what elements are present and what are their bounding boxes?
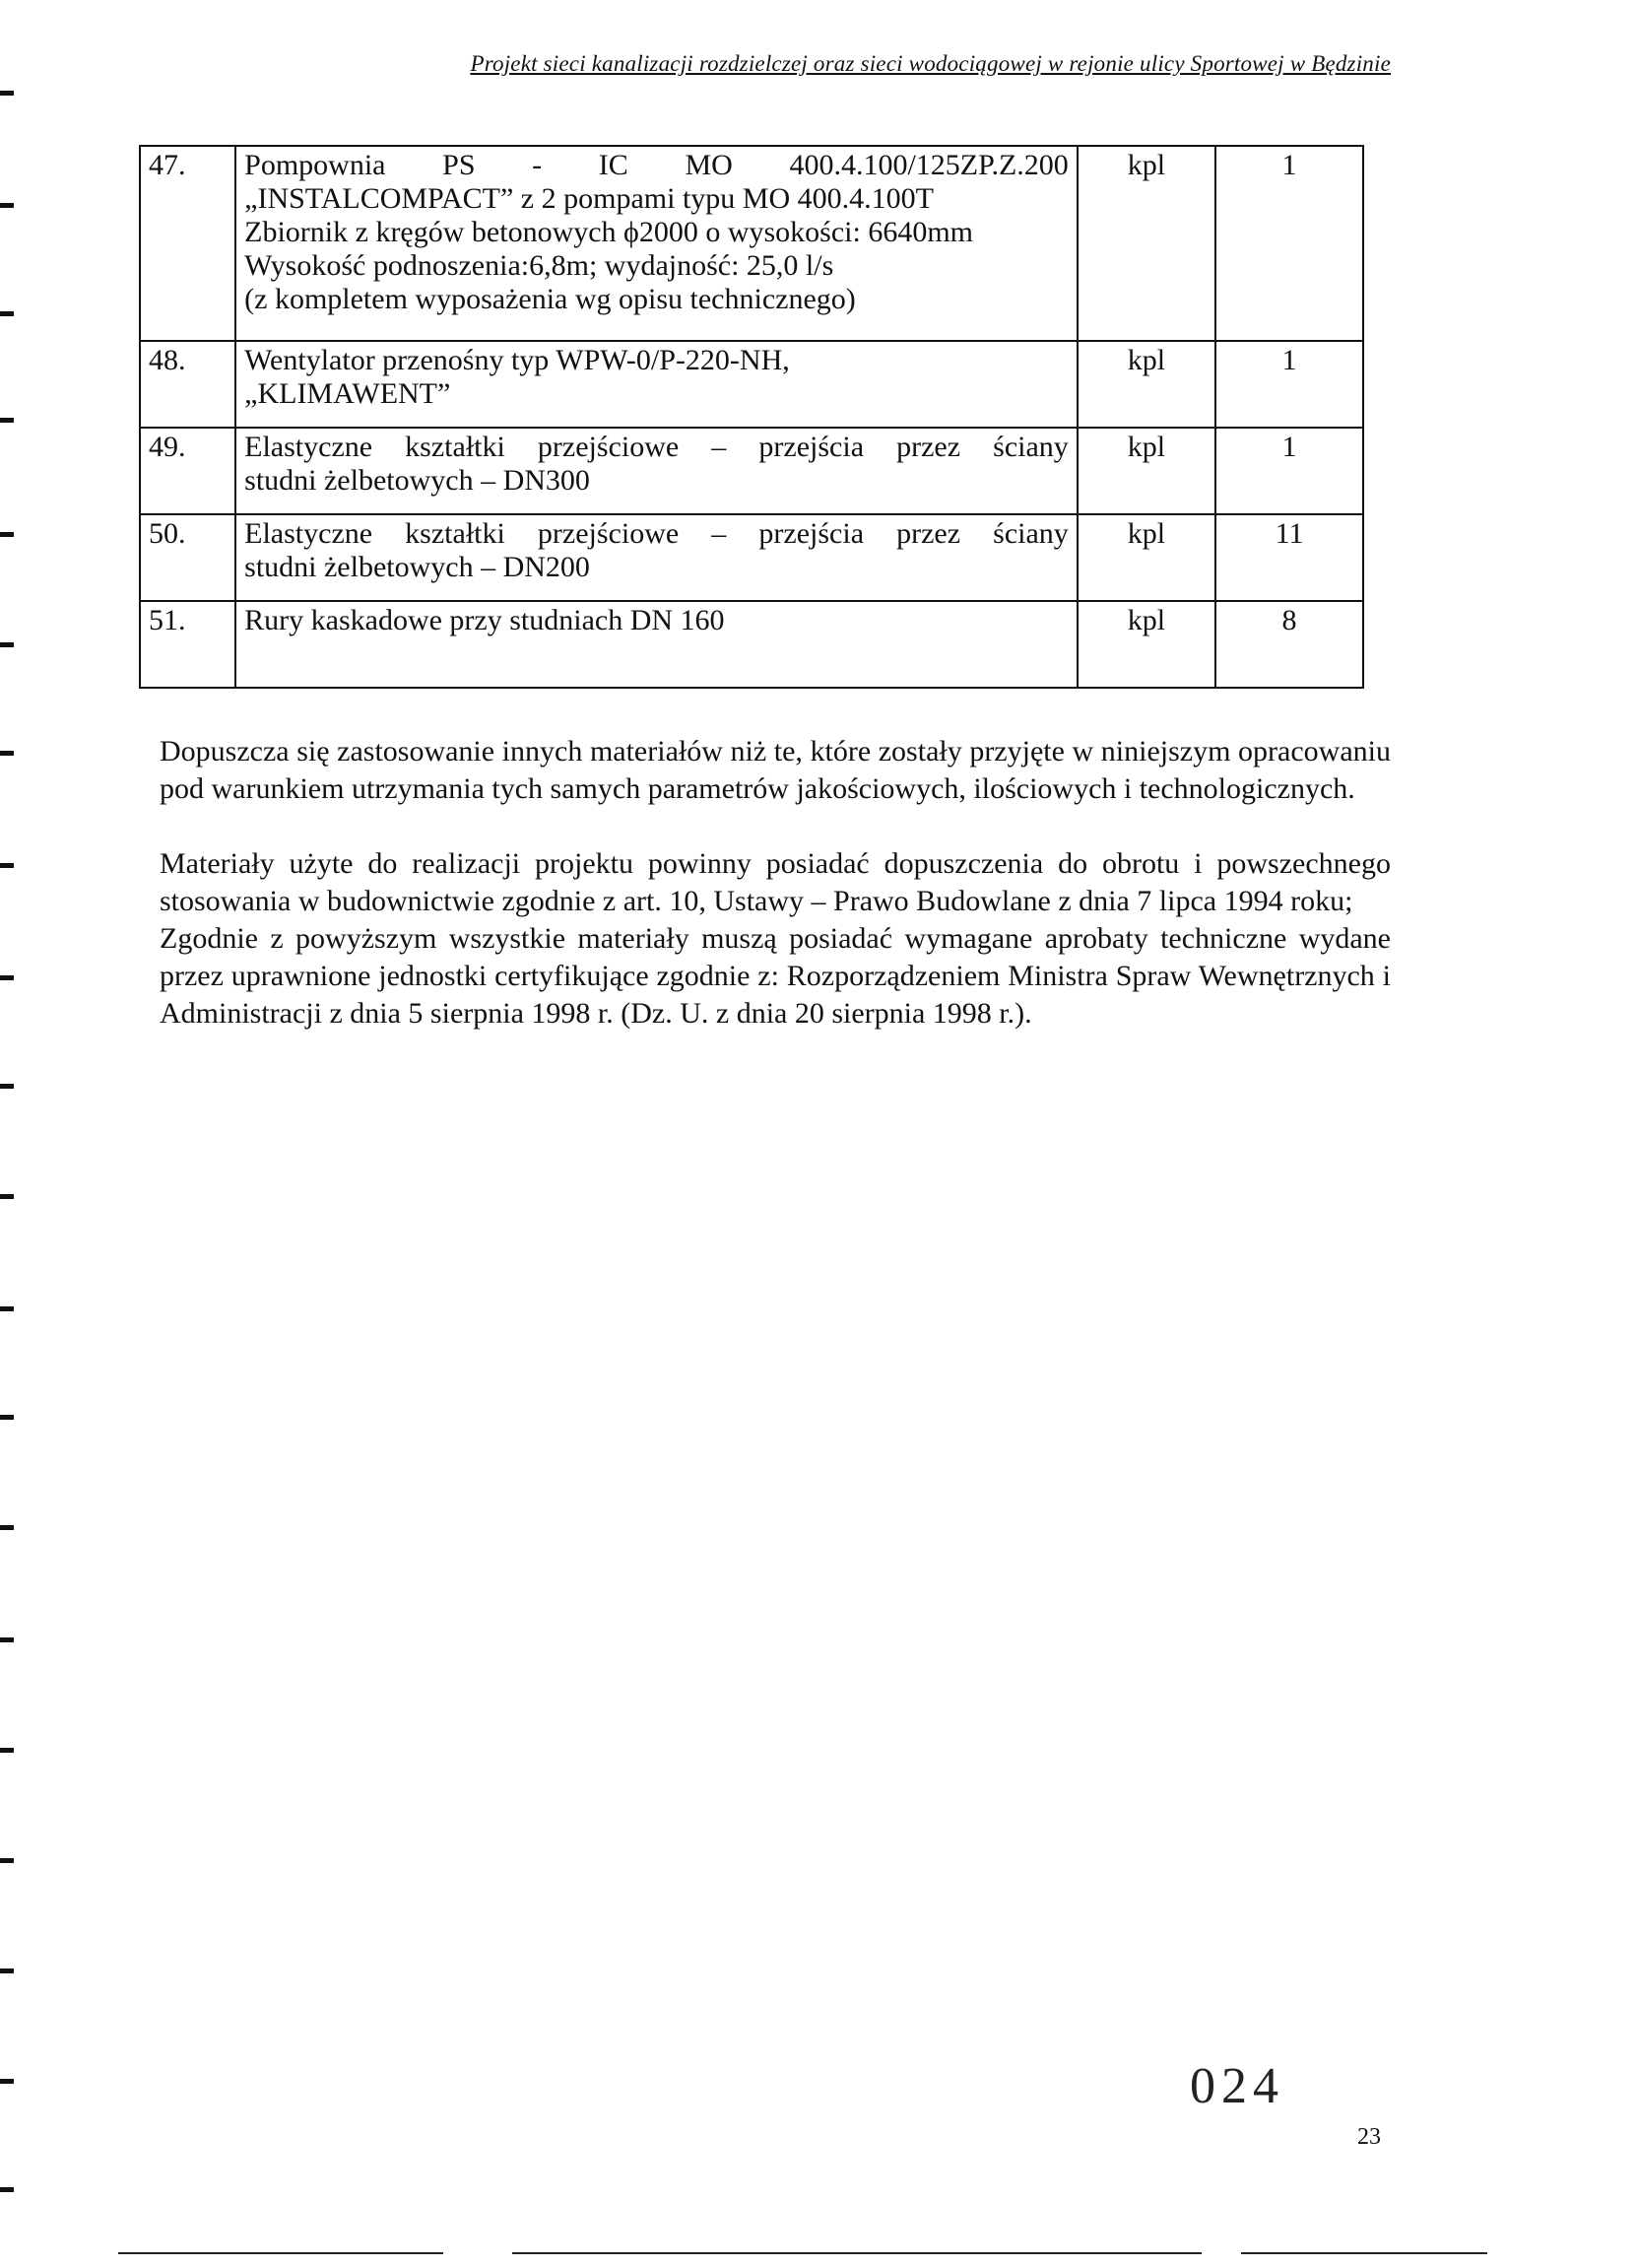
materials-table (139, 145, 1364, 689)
table-row (140, 341, 1363, 428)
paragraph-certificates: Zgodnie z powyższym wszystkie materiały muszą posiadać wymagane aprobaty techniczne wydane przez uprawnione jednostki certyfikujące zgodnie z: Rozporządzeniem Ministra Spraw Wewnętrznych i Administracji z dnia 5 sierpnia 1998 r. (Dz. U. z dnia 20 sierpnia 1998 r.). (160, 922, 1391, 1030)
description-line: studni żelbetowych – DN200 (244, 551, 590, 583)
row-description (235, 341, 1078, 428)
description-line: „INSTALCOMPACT” z 2 pompami typu MO 400.4.100T (244, 182, 934, 215)
row-quantity: 8 (1215, 601, 1363, 688)
bottom-rule (1241, 2252, 1487, 2254)
margin-mark (0, 1415, 14, 1420)
paragraph-approvals: Materiały użyte do realizacji projektu powinny posiadać dopuszczenia do obrotu i powszechnego stosowania w budownictwie zgodnie z art. 10, Ustawy – Prawo Budowlane z dnia 7 lipca 1994 roku; (160, 847, 1391, 917)
page-header: Projekt sieci kanalizacji rozdzielczej oraz sieci wodociągowej w rejonie ulicy Sportowej w Będzinie (470, 51, 1391, 76)
margin-mark (0, 1968, 14, 1973)
margin-mark (0, 2079, 14, 2084)
row-description (235, 428, 1078, 514)
page-stamp: 024 (1190, 2058, 1284, 2114)
margin-mark (0, 532, 14, 537)
margin-mark (0, 1194, 14, 1199)
row-unit: kpl (1078, 341, 1215, 428)
body-text (160, 733, 1391, 1033)
margin-mark (0, 1637, 14, 1642)
table-row (140, 146, 1363, 341)
margin-mark (0, 1084, 14, 1089)
row-unit: kpl (1078, 146, 1215, 341)
margin-mark (0, 975, 14, 980)
margin-mark (0, 91, 14, 96)
bottom-rule (512, 2252, 1202, 2254)
description-line: Elastyczne kształtki przejściowe – przejścia przez ściany (244, 517, 1069, 550)
row-quantity: 11 (1215, 514, 1363, 601)
margin-mark (0, 311, 14, 316)
row-unit: kpl (1078, 601, 1215, 688)
row-unit: kpl (1078, 514, 1215, 601)
description-line: Elastyczne kształtki przejściowe – przejścia przez ściany (244, 431, 1069, 463)
page-number: 23 (1357, 2124, 1381, 2150)
margin-mark (0, 418, 14, 423)
description-line: Pompownia PS - IC MO 400.4.100/125ZP.Z.200 (244, 149, 1069, 181)
row-description (235, 146, 1078, 341)
description-line: Rury kaskadowe przy studniach DN 160 (244, 604, 725, 636)
margin-mark (0, 1748, 14, 1753)
margin-mark (0, 2187, 14, 2192)
row-description (235, 601, 1078, 688)
margin-mark (0, 863, 14, 868)
row-number: 51. (140, 601, 235, 688)
description-line: studni żelbetowych – DN300 (244, 464, 590, 497)
row-unit: kpl (1078, 428, 1215, 514)
paragraph-substitutes: Dopuszcza się zastosowanie innych materiałów niż te, które zostały przyjęte w niniejszym opracowaniu pod warunkiem utrzymania tych samych parametrów jakościowych, ilościowych i technologicznych. (160, 735, 1391, 805)
description-line: Wysokość podnoszenia:6,8m; wydajność: 25,0 l/s (244, 249, 834, 282)
margin-mark (0, 1525, 14, 1530)
table-row (140, 514, 1363, 601)
row-number: 50. (140, 514, 235, 601)
description-line: „KLIMAWENT” (244, 377, 451, 410)
margin-mark (0, 1858, 14, 1863)
row-quantity: 1 (1215, 428, 1363, 514)
table-row (140, 601, 1363, 688)
description-line: Zbiornik z kręgów betonowych ϕ2000 o wysokości: 6640mm (244, 216, 974, 248)
bottom-rule (118, 2252, 443, 2254)
row-quantity: 1 (1215, 341, 1363, 428)
table-row (140, 428, 1363, 514)
margin-mark (0, 642, 14, 647)
row-number: 48. (140, 341, 235, 428)
margin-mark (0, 751, 14, 756)
row-description (235, 514, 1078, 601)
margin-mark (0, 203, 14, 208)
row-quantity: 1 (1215, 146, 1363, 341)
row-number: 47. (140, 146, 235, 341)
description-line: Wentylator przenośny typ WPW-0/P-220-NH, (244, 344, 790, 376)
row-number: 49. (140, 428, 235, 514)
margin-mark (0, 1306, 14, 1311)
description-line: (z kompletem wyposażenia wg opisu technicznego) (244, 283, 856, 315)
